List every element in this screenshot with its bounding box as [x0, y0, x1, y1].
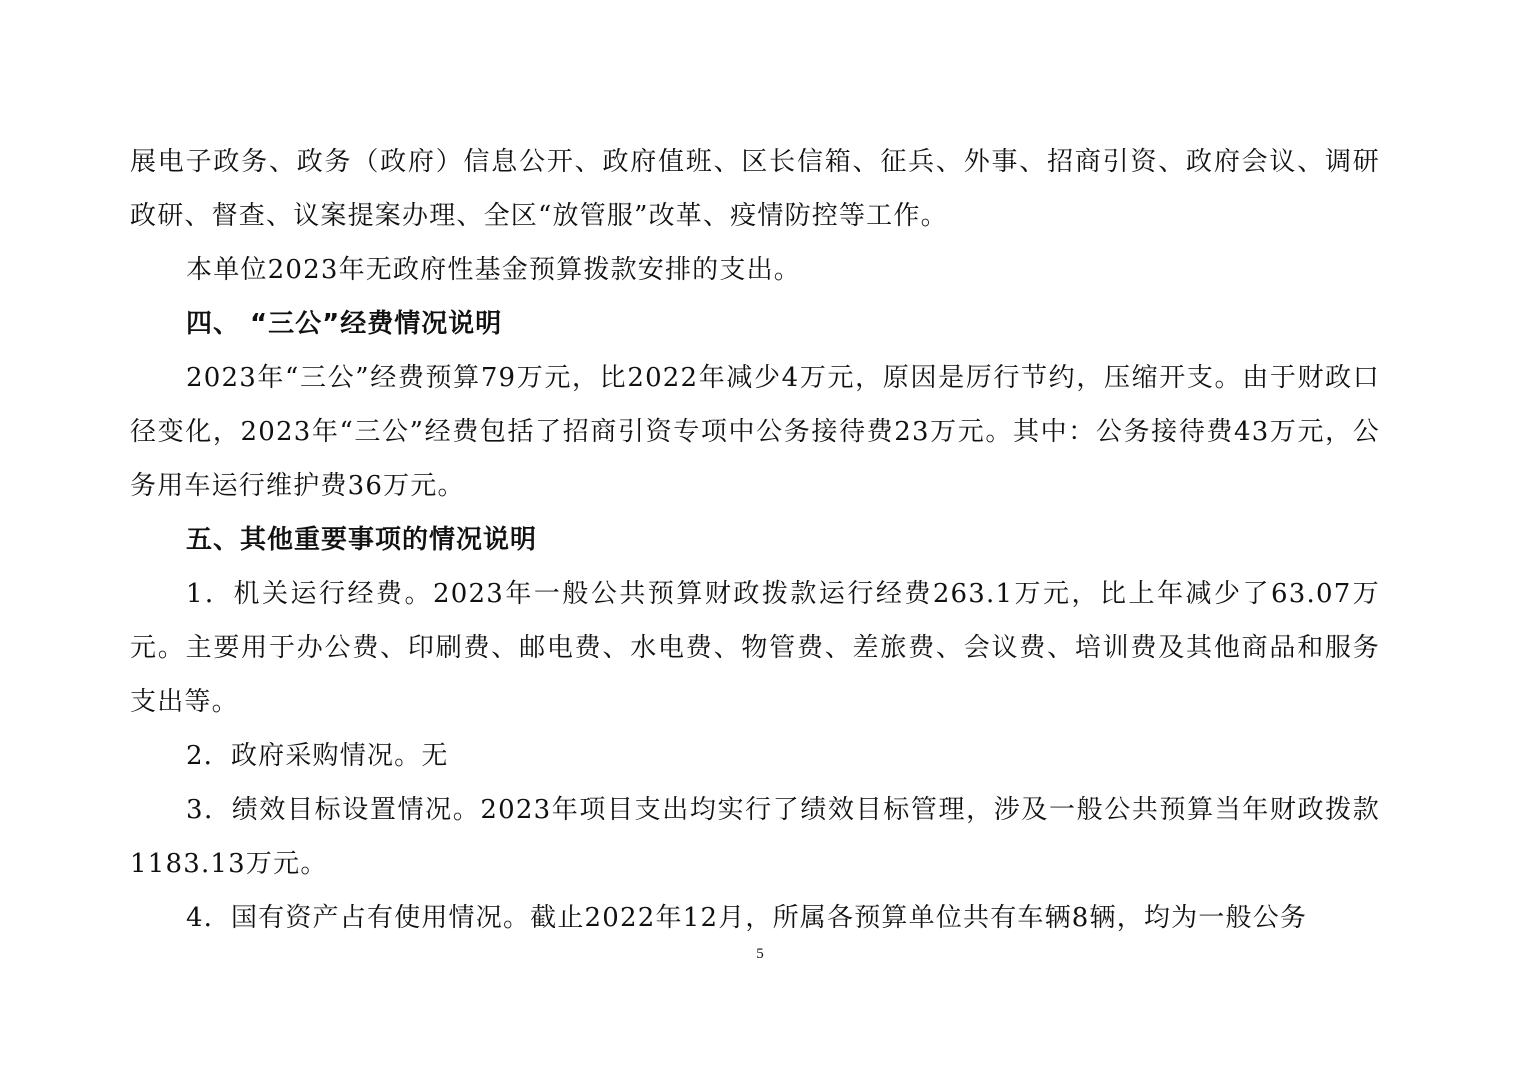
paragraph-operating-expenses: 1．机关运行经费。2023年一般公共预算财政拨款运行经费263.1万元，比上年减少了63.07万元。主要用于办公费、印刷费、邮电费、水电费、物管费、差旅费、会议费、培训费及其他商品和服务支出等。: [130, 579, 1380, 717]
paragraph-government-fund: 本单位2023年无政府性基金预算拨款安排的支出。: [186, 255, 801, 285]
page-number: 5: [756, 946, 764, 962]
section-heading-three-public-expenses: 四、 “三公”经费情况说明: [186, 309, 503, 339]
document-body: [130, 135, 1380, 945]
paragraph-work-scope: 展电子政务、政务（政府）信息公开、政府值班、区长信箱、征兵、外事、招商引资、政府会议、调研政研、督查、议案提案办理、全区“放管服”改革、疫情防控等工作。: [130, 147, 1380, 231]
section-heading-other-matters: 五、其他重要事项的情况说明: [186, 525, 538, 555]
paragraph-three-public-expenses: 2023年“三公”经费预算79万元，比2022年减少4万元，原因是厉行节约，压缩开支。由于财政口径变化，2023年“三公”经费包括了招商引资专项中公务接待费23万元。其中：公务接待费43万元，公务用车运行维护费36万元。: [130, 363, 1380, 501]
paragraph-government-procurement: 2．政府采购情况。无: [186, 741, 449, 771]
paragraph-performance-targets: 3．绩效目标设置情况。2023年项目支出均实行了绩效目标管理，涉及一般公共预算当年财政拨款1183.13万元。: [130, 795, 1380, 879]
paragraph-state-assets: 4．国有资产占有使用情况。截止2022年12月，所属各预算单位共有车辆8辆，均为一般公务: [186, 903, 1308, 933]
